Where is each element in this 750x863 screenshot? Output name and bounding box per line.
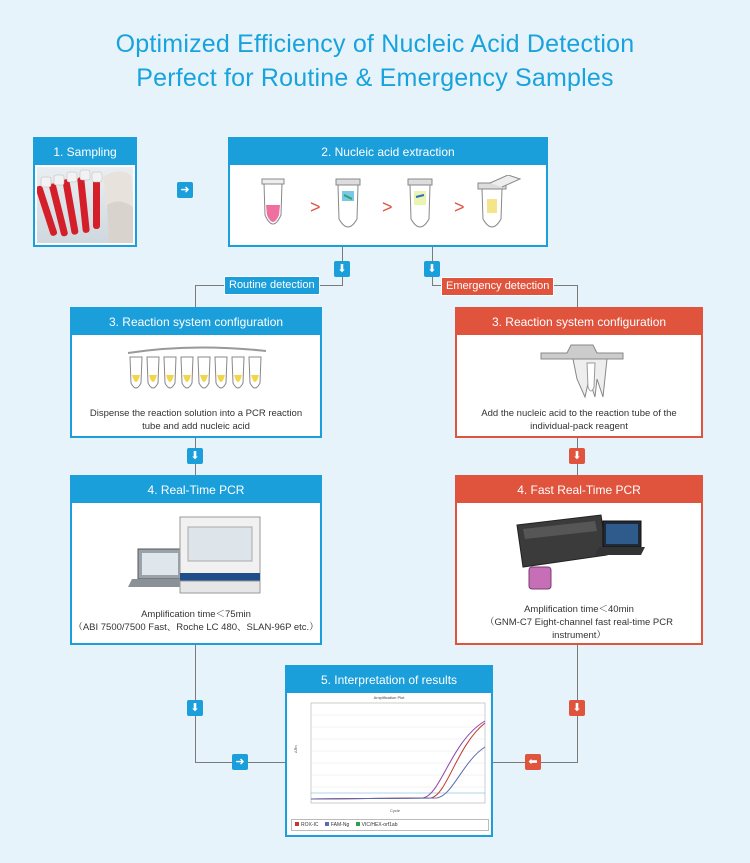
emergency-config-description: individual-pack reagent [530,421,628,432]
results-box [285,665,493,837]
emergency-config-header: 3. Reaction system configuration [457,309,701,335]
routine-pcr-instruments: （ABI 7500/7500 Fast、Roche LC 480、SLAN-96P etc.） [73,622,319,633]
page-title-line1: Optimized Efficiency of Nucleic Acid Detection [115,30,635,58]
legend-item: VIC/HEX-orf1ab [361,822,398,828]
emergency-config-box [455,307,703,438]
blood-tubes-image [37,167,133,243]
legend-swatch [295,822,299,826]
routine-config-box [70,307,322,438]
results-header: 5. Interpretation of results [287,667,491,693]
fast-pcr-instrument-image [515,511,645,595]
pcr-instrument-image [128,511,268,597]
arrow-down-icon: ⬇ [569,700,585,716]
routine-pcr-box [70,475,322,645]
routine-pcr-header: 4. Real-Time PCR [72,477,320,503]
arrow-down-icon: ⬇ [334,261,350,277]
y-axis-label: ΔRn [293,745,298,753]
amplification-plot [291,701,487,817]
emergency-pcr-header: 4. Fast Real-Time PCR [457,477,701,503]
routine-config-description: tube and add nucleic acid [142,421,250,432]
routine-config-description: Dispense the reaction solution into a PCR reaction [89,408,303,419]
routine-pcr-time: Amplification time＜75min [141,609,251,620]
x-axis-label: Cycle [389,808,401,813]
arrow-right-icon: ➜ [232,754,248,770]
arrow-down-icon: ⬇ [569,448,585,464]
emergency-pcr-time: Amplification time＜40min [524,604,634,615]
page-title-line2: Perfect for Routine & Emergency Samples [136,64,614,92]
arrow-left-icon: ⬅ [525,754,541,770]
arrow-down-icon: ⬇ [187,448,203,464]
sampling-header: 1. Sampling [35,139,135,165]
emergency-pcr-box [455,475,703,645]
svg-text:>: > [382,197,393,217]
routine-detection-badge: Routine detection [224,276,320,295]
arrow-down-icon: ⬇ [187,700,203,716]
connector-line [195,285,196,307]
svg-text:>: > [310,197,321,217]
connector-line [432,246,433,261]
individual-pack-tube-image [537,339,627,405]
extraction-header: 2. Nucleic acid extraction [230,139,546,165]
plot-legend [291,819,489,831]
routine-config-header: 3. Reaction system configuration [72,309,320,335]
plot-title: Amplification Plot [373,695,405,700]
emergency-pcr-instrument: instrument） [552,630,606,641]
connector-line [342,246,343,261]
legend-item: ROX-IC [301,822,319,828]
emergency-detection-badge: Emergency detection [441,277,554,296]
legend-item: FAM-Ng [330,822,350,828]
legend-swatch [356,822,360,826]
extraction-steps-image [240,175,536,239]
svg-text:>: > [454,197,465,217]
emergency-pcr-instrument: （GNM-C7 Eight-channel fast real-time PCR [485,617,673,628]
connector-line [577,285,578,307]
arrow-right-icon: ➜ [177,182,193,198]
legend-swatch [325,822,329,826]
emergency-config-description: Add the nucleic acid to the reaction tube of the [481,408,677,419]
connector-line [342,277,343,286]
arrow-down-icon: ⬇ [424,261,440,277]
pcr-strip-tubes-image [122,341,272,401]
sampling-box [33,137,137,247]
extraction-box [228,137,548,247]
